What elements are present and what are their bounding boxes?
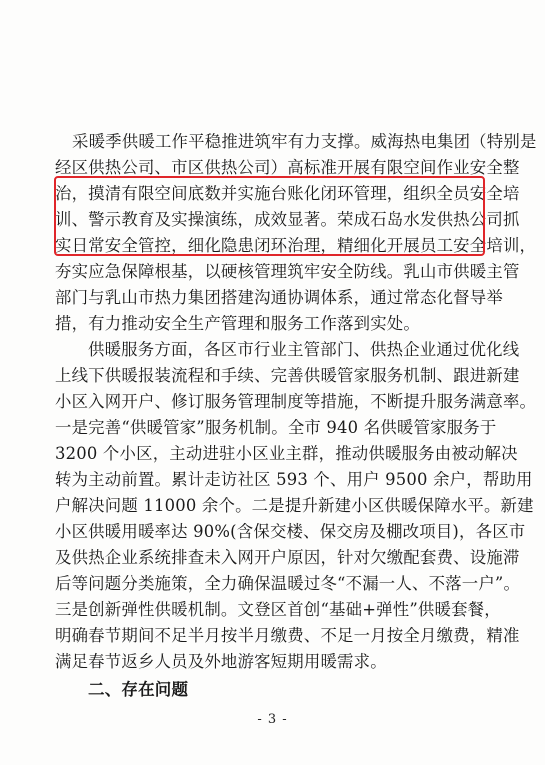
text-line: 一是完善“供暖管家”服务机制。全市 940 名供暖管家服务于	[55, 418, 497, 437]
text-line: 后等问题分类施策，全力确保温暖过冬“不漏一人、不落一户”。	[55, 574, 521, 593]
text-line: 训、警示教育及实操演练，成效显著。荣成石岛水发供热公司抓	[55, 210, 520, 229]
text-line: 上线下供暖报装流程和手续、完善供暖管家服务机制、跟进新建	[55, 366, 520, 385]
text-line: 小区供暖用暖率达 90%(含保交楼、保交房及棚改项目)，各区市	[55, 522, 526, 541]
page-number: - 3 -	[257, 712, 288, 727]
text-line: 治，摸清有限空间底数并实施台账化闭环管理，组织全员安全培	[55, 184, 520, 203]
text-line: 转为主动前置。累计走访社区 593 个、用户 9500 余户，帮助用	[55, 470, 533, 489]
text-line: 及供热企业系统排查未入网开户原因，针对欠缴配套费、设施滞	[55, 548, 520, 567]
text-line: 户解决问题 11000 余个。二是提升新建小区供暖保障水平。新建	[55, 496, 534, 515]
section-heading: 二、存在问题	[88, 680, 189, 699]
text-line: 小区入网开户、修订服务管理制度等措施，不断提升服务满意率。	[55, 392, 537, 411]
text-line: 明确春节期间不足半月按半月缴费、不足一月按全月缴费，精准	[55, 626, 520, 645]
text-line: 经区供热公司、市区供热公司）高标准开展有限空间作业安全整	[55, 158, 520, 177]
text-line: 3200 个小区，主动进驻小区业主群，推动供暖服务由被动解决	[55, 444, 518, 463]
paragraph-start-line: 供暖服务方面，各区市行业主管部门、供热企业通过优化线	[88, 340, 520, 359]
text-line: 采暖季供暖工作平稳推进筑牢有力支撑。威海热电集团（特别是	[72, 132, 537, 151]
text-line: 三是创新弹性供暖机制。文登区首创“基础+弹性”供暖套餐，	[55, 600, 501, 619]
text-line: 满足春节返乡人员及外地游客短期用暖需求。	[55, 652, 387, 671]
text-line: 实日常安全管控，细化隐患闭环治理，精细化开展员工安全培训，	[55, 236, 537, 255]
text-line: 部门与乳山市热力集团搭建沟通协调体系，通过常态化督导举	[55, 288, 503, 307]
text-line: 措，有力推动安全生产管理和服务工作落到实处。	[55, 314, 420, 333]
text-line: 夯实应急保障根基，以硬核管理筑牢安全防线。乳山市供暖主管	[55, 262, 520, 281]
